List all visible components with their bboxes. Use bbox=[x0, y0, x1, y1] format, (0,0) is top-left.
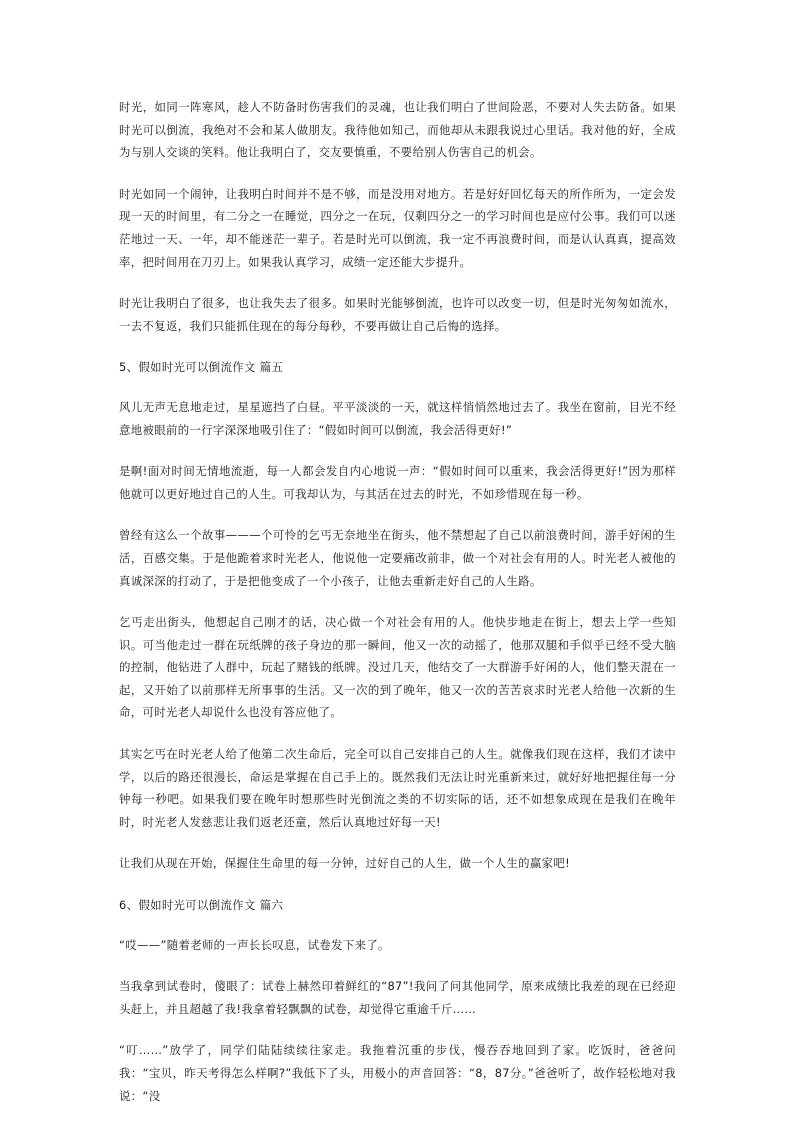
paragraph: 是啊!面对时间无情地流逝，每一人都会发自内心地说一声：“假如时间可以重来，我会活得更好!”因为那样他就可以更好地过自己的人生。可我却认为，与其活在过去的时光，不如珍惜现在每一秒。 bbox=[119, 464, 676, 501]
section-heading: 6、假如时光可以倒流作文 篇六 bbox=[119, 898, 284, 913]
document-page bbox=[119, 96, 676, 1126]
paragraph: 时光让我明白了很多，也让我失去了很多。如果时光能够倒流，也许可以改变一切，但是时光匆匆如流水，一去不复返，我们只能抓住现在的每分每秒，不要再做让自己后悔的选择。 bbox=[119, 296, 676, 333]
paragraph: “哎——”随着老师的一声长长叹息，试卷发下来了。 bbox=[119, 937, 390, 952]
paragraph: 曾经有这么一个故事———个可怜的乞丐无奈地坐在街头，他不禁想起了自己以前浪费时间，游手好闲的生活，百感交集。于是他跪着求时光老人，他说他一定要痛改前非，做一个对社会有用的人。时光老人被他的真诚深深的打动了，于是把他变成了一个小孩子，让他去重新走好自己的人生路。 bbox=[119, 528, 676, 588]
paragraph: 当我拿到试卷时，傻眼了：试卷上赫然印着鲜红的“87”!我问了问其他同学，原来成绩比我差的现在已经迎头赶上，并且超越了我!我拿着轻飘飘的试卷，却觉得它重逾千斤…… bbox=[119, 979, 676, 1016]
paragraph: 时光如同一个闹钟，让我明白时间并不是不够，而是没用对地方。若是好好回忆每天的所作所为，一定会发现一天的时间里，有二分之一在睡觉，四分之一在玩，仅剩四分之一的学习时间也是应付公事。我们可以迷茫地过一天、一年，却不能迷茫一辈子。若是时光可以倒流，我一定不再浪费时间，而是认认真真，提高效率，把时间用在刀刃上。如果我认真学习，成绩一定还能大步提升。 bbox=[119, 186, 676, 269]
paragraph: 让我们从现在开始，保握住生命里的每一分钟，过好自己的人生，做一个人生的赢家吧! bbox=[119, 856, 571, 871]
paragraph: 其实乞丐在时光老人给了他第二次生命后，完全可以自己安排自己的人生。就像我们现在这样，我们才读中学，以后的路还很漫长，命运是掌握在自己手上的。既然我们无法让时光重新来过，就好好地把握住每一分钟每一秒吧。如果我们要在晚年时想那些时光倒流之类的不切实际的话，还不如想象成现在是我们在晚年时，时光老人发慈悲让我们返老还童，然后认真地过好每一天! bbox=[119, 747, 676, 829]
section-heading: 5、假如时光可以倒流作文 篇五 bbox=[119, 360, 284, 375]
paragraph: 时光，如同一阵寒风，趁人不防备时伤害我们的灵魂，也让我们明白了世间险恶，不要对人失去防备。如果时光可以倒流，我绝对不会和某人做朋友。我待他如知己，而他却从未跟我说过心里话。我对他的好，全成为与别人交谈的笑料。他让我明白了，交友要慎重，不要给别人伤害自己的机会。 bbox=[119, 100, 676, 160]
paragraph: “叮……”放学了，同学们陆陆续续往家走。我拖着沉重的步伐，慢吞吞地回到了家。吃饭时，爸爸问我：“宝贝，昨天考得怎么样啊?”我低下了头，用极小的声音回答：“8，87分。”爸爸听了，故作轻松地对我说：“没 bbox=[119, 1043, 676, 1103]
paragraph: 风儿无声无息地走过，星星遮挡了白昼。平平淡淡的一天，就这样悄悄然地过去了。我坐在窗前，目光不经意地被眼前的一行字深深地吸引住了：“假如时间可以倒流，我会活得更好!” bbox=[119, 399, 676, 437]
paragraph: 乞丐走出街头，他想起自己刚才的话，决心做一个对社会有用的人。他快步地走在街上，想去上学一些知识。可当他走过一群在玩纸牌的孩子身边的那一瞬间，他又一次的动摇了，他那双腿和手似乎已经不受大脑的控制，他钻进了人群中，玩起了赌钱的纸牌。没过几天，他结交了一大群游手好闲的人，他们整天混在一起，又开始了以前那样无所事事的生活。又一次的到了晚年，他又一次的苦苦哀求时光老人给他一次新的生命，可时光老人却说什么也没有答应他了。 bbox=[119, 615, 676, 720]
